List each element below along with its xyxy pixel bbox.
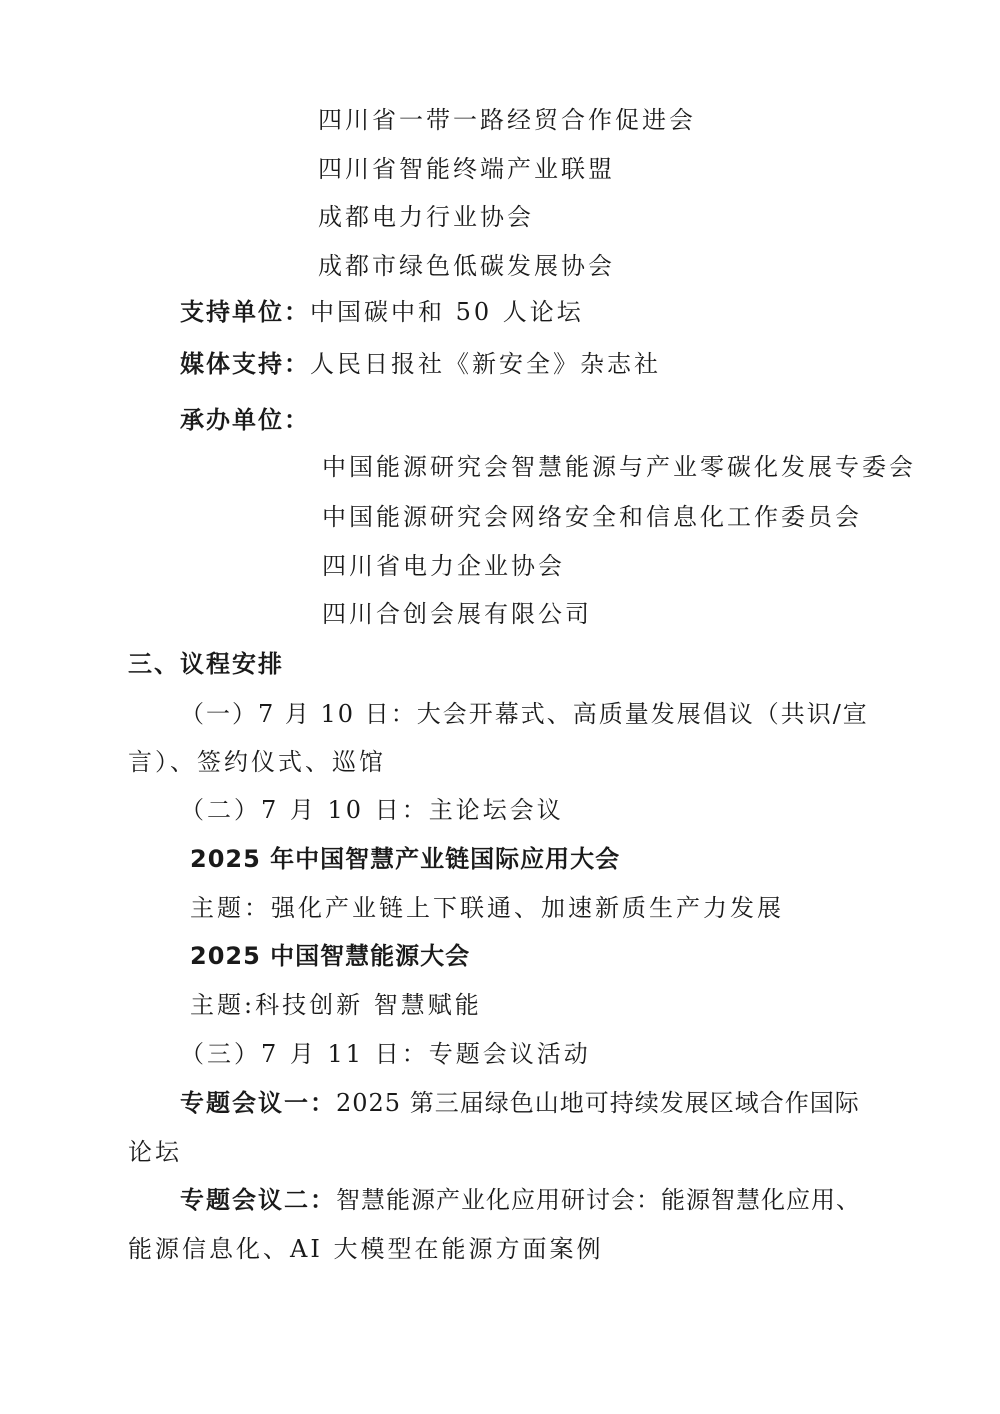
host-units-label: 承办单位： xyxy=(180,406,310,434)
forum-1-title: 2025 年中国智慧产业链国际应用大会 xyxy=(190,845,621,873)
host-unit-line: 四川合创会展有限公司 xyxy=(322,600,592,628)
media-support-value: 人民日报社《新安全》杂志社 xyxy=(310,350,661,378)
host-unit-line: 中国能源研究会智慧能源与产业零碳化发展专委会 xyxy=(322,453,916,481)
support-unit-label: 支持单位： xyxy=(180,298,310,326)
topic-2-text: 智慧能源产业化应用研讨会：能源智慧化应用、 xyxy=(336,1186,861,1214)
media-support-label: 媒体支持： xyxy=(180,350,310,378)
agenda-heading: 三、议程安排 xyxy=(128,650,284,678)
topic-2-line-2: 能源信息化、AI 大模型在能源方面案例 xyxy=(128,1235,604,1263)
support-unit-row xyxy=(180,300,584,324)
organizer-line: 成都市绿色低碳发展协会 xyxy=(318,252,615,280)
host-unit-line: 四川省电力企业协会 xyxy=(322,552,565,580)
agenda-item-3: （三）7 月 11 日：专题会议活动 xyxy=(180,1040,591,1068)
topic-1-line-2: 论坛 xyxy=(128,1138,182,1166)
agenda-item-1-line-1: （一）7 月 10 日：大会开幕式、高质量发展倡议（共识/宣 xyxy=(180,700,869,728)
topic-1-label: 专题会议一： xyxy=(180,1089,336,1117)
topic-2-line-1 xyxy=(180,1188,861,1212)
forum-2-title: 2025 中国智慧能源大会 xyxy=(190,942,471,970)
support-unit-value: 中国碳中和 50 人论坛 xyxy=(310,298,584,326)
organizer-line: 成都电力行业协会 xyxy=(318,203,534,231)
topic-2-label: 专题会议二： xyxy=(180,1186,336,1214)
topic-1-text: 2025 第三届绿色山地可持续发展区域合作国际 xyxy=(336,1089,860,1117)
forum-2-theme: 主题:科技创新 智慧赋能 xyxy=(190,991,482,1019)
topic-1-line-1 xyxy=(180,1091,860,1115)
forum-1-theme: 主题：强化产业链上下联通、加速新质生产力发展 xyxy=(190,894,784,922)
media-support-row xyxy=(180,352,661,376)
agenda-item-2: （二）7 月 10 日：主论坛会议 xyxy=(180,796,564,824)
organizer-line: 四川省智能终端产业联盟 xyxy=(318,155,615,183)
agenda-item-1-line-2: 言）、签约仪式、巡馆 xyxy=(128,748,386,776)
host-unit-line: 中国能源研究会网络安全和信息化工作委员会 xyxy=(322,503,862,531)
organizer-line: 四川省一带一路经贸合作促进会 xyxy=(318,106,696,134)
